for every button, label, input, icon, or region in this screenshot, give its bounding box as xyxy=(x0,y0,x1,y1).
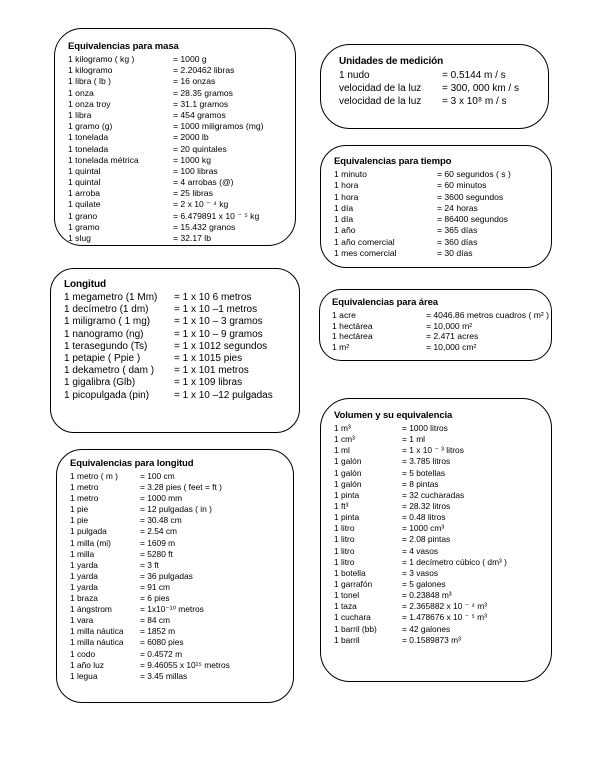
unit-value: = 6080 pies xyxy=(140,637,184,648)
unit-value: = 0.1589873 m³ xyxy=(402,634,461,645)
equivalence-row xyxy=(339,83,548,96)
unit-label: 1 galón xyxy=(334,467,362,478)
unit-label: 1 dekametro ( dam ) xyxy=(64,365,155,377)
unit-label: 1 quilate xyxy=(68,199,101,210)
unit-value: = 5280 ft xyxy=(140,548,173,559)
equivalence-row xyxy=(64,365,299,377)
equivalence-row xyxy=(332,310,551,321)
tiempo-title: Equivalencias para tiempo xyxy=(334,156,452,167)
unit-value: = 2.471 acres xyxy=(426,331,479,342)
unit-label: 1 miligramo ( 1 mg) xyxy=(64,316,151,328)
equivalence-row xyxy=(334,590,551,601)
unit-value: = 36 pulgadas xyxy=(140,570,193,581)
unit-value: = 4 arrobas (@) xyxy=(173,177,234,188)
equivalence-row xyxy=(70,649,293,660)
unit-label: 1 año xyxy=(334,225,356,236)
unit-label: 1 hora xyxy=(334,191,359,202)
equivalence-row xyxy=(332,342,551,353)
unit-value: = 91 cm xyxy=(140,581,171,592)
unit-label: 1 milla náutica xyxy=(70,637,124,648)
unit-value: = 3 vasos xyxy=(402,567,439,578)
unit-label: 1 quintal xyxy=(68,165,101,176)
unit-value: = 2 x 10 ⁻ ⁴ kg xyxy=(173,199,229,210)
unit-label: 1 acre xyxy=(332,310,356,320)
unit-value: = 2.20462 libras xyxy=(173,65,235,76)
unit-value: = 1609 m xyxy=(140,537,176,548)
equivalence-row xyxy=(68,99,295,110)
unit-value: = 28.35 gramos xyxy=(173,87,233,98)
unit-value: = 9.46055 x 10¹⁵ metros xyxy=(140,659,230,670)
unit-label: 1 kilogramo xyxy=(68,65,113,76)
equivalence-row xyxy=(68,132,295,143)
unit-label: 1 nanogramo (ng) xyxy=(64,328,144,340)
equivalence-row xyxy=(70,538,293,549)
equivalence-row xyxy=(64,341,299,353)
unit-label: 1 vara xyxy=(70,615,94,626)
unit-value: = 10,000 cm² xyxy=(426,341,477,352)
unit-label: 1 gramo xyxy=(68,221,100,232)
equivalence-row xyxy=(334,557,551,568)
masa-title: Equivalencias para masa xyxy=(68,41,179,52)
unit-value: = 31.1 gramos xyxy=(173,98,229,109)
unit-label: 1 legua xyxy=(70,670,98,681)
unit-value: = 360 días xyxy=(437,236,478,247)
unit-value: = 1 x 10 –12 pulgadas xyxy=(174,389,273,401)
area-rows xyxy=(332,310,551,352)
equivalence-row xyxy=(334,579,551,590)
unit-label: 1 megametro (1 Mm) xyxy=(64,292,158,303)
unit-label: 1 mes comercial xyxy=(334,248,397,259)
equivalence-row xyxy=(334,456,551,467)
longitud-equivalences-box xyxy=(56,449,294,703)
equivalence-row xyxy=(334,180,551,191)
unit-value: = 1 x 1012 segundos xyxy=(174,340,268,352)
unit-label: 1 decímetro (1 dm) xyxy=(64,304,149,316)
unit-value: = 100 libras xyxy=(173,165,218,176)
unit-label: 1 metro xyxy=(70,482,99,493)
unit-label: 1 día xyxy=(334,214,354,225)
equivalence-row xyxy=(334,534,551,545)
unit-label: 1 codo xyxy=(70,648,96,659)
unit-label: 1 hectárea xyxy=(332,331,373,342)
unit-value: = 5 botellas xyxy=(402,467,446,478)
unit-label: 1 kilogramo ( kg ) xyxy=(68,54,135,64)
unit-label: 1 ft³ xyxy=(334,500,349,511)
unit-label: 1 libra xyxy=(68,109,92,120)
equivalence-row xyxy=(334,214,551,225)
equivalence-row xyxy=(70,593,293,604)
unit-value: = 1000 kg xyxy=(173,154,211,165)
equivalence-row xyxy=(68,222,295,233)
unit-value: = 10,000 m² xyxy=(426,320,473,331)
equivalence-row xyxy=(70,637,293,648)
unit-label: 1 galón xyxy=(334,478,362,489)
unit-value: = 365 días xyxy=(437,225,478,236)
longitud-eq-title: Equivalencias para longitud xyxy=(70,458,194,469)
unit-label: 1 pie xyxy=(70,515,89,526)
equivalence-row xyxy=(70,526,293,537)
unit-value: = 1 x 101 metros xyxy=(174,365,249,377)
longitud-prefixes-box xyxy=(50,268,300,433)
masa-equivalences-box xyxy=(54,28,296,246)
unit-label: 1 milla xyxy=(70,548,95,559)
equivalence-row xyxy=(334,434,551,445)
volumen-title: Volumen y su equivalencia xyxy=(334,410,453,421)
unit-value: = 16 onzas xyxy=(173,76,216,87)
equivalence-row xyxy=(68,65,295,76)
unit-value: = 1 x 10 – 9 gramos xyxy=(174,328,263,340)
equivalence-row xyxy=(334,546,551,557)
unit-value: = 1000 litros xyxy=(402,423,448,433)
unit-value: = 28.32 litros xyxy=(402,500,451,511)
unit-label: 1 yarda xyxy=(70,559,98,570)
unit-label: 1 día xyxy=(334,202,354,213)
unit-label: 1 cm³ xyxy=(334,434,355,445)
equivalence-row xyxy=(334,479,551,490)
equivalence-row xyxy=(64,292,299,304)
equivalence-row xyxy=(68,155,295,166)
equivalence-row xyxy=(70,493,293,504)
equivalence-row xyxy=(64,390,299,402)
unit-value: = 30.48 cm xyxy=(140,515,182,526)
unit-label: 1 año luz xyxy=(70,659,104,670)
unidades-title: Unidades de medición xyxy=(339,56,444,67)
equivalence-row xyxy=(70,660,293,671)
unit-value: = 1 decímetro cúbico ( dm³ ) xyxy=(402,556,507,567)
unit-value: = 0.4572 m xyxy=(140,648,183,659)
unit-value: = 454 gramos xyxy=(173,109,226,120)
unit-label: 1 gramo (g) xyxy=(68,121,113,132)
equivalence-row xyxy=(64,304,299,316)
unit-value: = 4046.86 metros cuadros ( m² ) xyxy=(426,310,549,320)
unit-value: = 8 pintas xyxy=(402,478,439,489)
unit-label: 1 slug xyxy=(68,233,91,243)
unit-label: 1 quintal xyxy=(68,177,101,188)
equivalence-row xyxy=(334,490,551,501)
equivalence-row xyxy=(68,110,295,121)
unit-value: = 32.17 lb xyxy=(173,233,211,243)
unit-label: 1 yarda xyxy=(70,581,98,592)
unit-label: 1 litro xyxy=(334,556,355,567)
equivalence-row xyxy=(64,353,299,365)
equivalence-row xyxy=(68,188,295,199)
equivalence-row xyxy=(70,571,293,582)
equivalence-row xyxy=(68,211,295,222)
unit-value: = 300, 000 km / s xyxy=(442,83,519,94)
unit-label: 1 garrafón xyxy=(334,578,373,589)
unit-value: = 3.28 pies ( feet = ft ) xyxy=(140,482,222,493)
unit-value: = 6 pies xyxy=(140,593,170,604)
unit-value: = 15.432 granos xyxy=(173,221,236,232)
equivalence-row xyxy=(334,635,551,646)
equivalence-row xyxy=(70,549,293,560)
unit-value: = 2000 lb xyxy=(173,132,209,143)
equivalence-row xyxy=(70,626,293,637)
unit-label: 1 taza xyxy=(334,601,357,612)
equivalence-row xyxy=(334,248,551,259)
equivalence-row xyxy=(334,423,551,434)
unit-value: = 3.785 litros xyxy=(402,456,451,467)
equivalence-row xyxy=(334,225,551,236)
longitud-title: Longitud xyxy=(64,279,106,290)
unit-label: 1 m² xyxy=(332,341,350,352)
equivalence-row xyxy=(68,121,295,132)
unit-value: = 1000 miligramos (mg) xyxy=(173,121,264,132)
unit-label: 1 grano xyxy=(68,210,98,221)
unit-value: = 1000 g xyxy=(173,54,207,64)
unit-value: = 3600 segundos xyxy=(437,191,504,202)
unit-value: = 60 segundos ( s ) xyxy=(437,169,511,179)
unit-label: 1 m³ xyxy=(334,423,351,433)
unit-value: = 24 horas xyxy=(437,202,478,213)
equivalence-row xyxy=(334,468,551,479)
equivalence-row xyxy=(64,329,299,341)
unit-value: = 32 cucharadas xyxy=(402,489,465,500)
unit-value: = 1 x 109 libras xyxy=(174,377,243,389)
equivalence-row xyxy=(334,523,551,534)
unit-value: = 12 pulgadas ( in ) xyxy=(140,504,212,515)
longitud-rows xyxy=(64,292,299,402)
unit-label: 1 milla (mi) xyxy=(70,537,111,548)
equivalence-row xyxy=(68,144,295,155)
equivalence-row xyxy=(68,166,295,177)
area-equivalences-box xyxy=(319,289,552,361)
equivalence-row xyxy=(70,482,293,493)
equivalence-row xyxy=(339,70,548,83)
unit-label: 1 milla náutica xyxy=(70,626,124,637)
equivalence-row xyxy=(70,671,293,682)
unidades-rows xyxy=(339,70,548,109)
equivalence-row xyxy=(70,615,293,626)
unit-label: 1 barril xyxy=(334,634,360,645)
unit-value: = 1000 mm xyxy=(140,493,183,504)
volumen-rows xyxy=(334,423,551,646)
unit-label: 1 litro xyxy=(334,534,355,545)
unit-label: 1 gigalibra (Glb) xyxy=(64,377,136,389)
equivalence-row xyxy=(70,471,293,482)
unit-label: 1 pulgada xyxy=(70,526,107,537)
unit-label: 1 litro xyxy=(334,545,355,556)
unit-label: velocidad de la luz xyxy=(339,96,422,107)
equivalence-row xyxy=(334,169,551,180)
unit-value: = 0.5144 m / s xyxy=(442,70,506,81)
unit-value: = 5 galones xyxy=(402,578,446,589)
unit-value: = 100 cm xyxy=(140,471,175,481)
unit-label: 1 tonelada xyxy=(68,143,109,154)
unit-value: = 1 x 10 –1 metros xyxy=(174,304,258,316)
equivalence-row xyxy=(334,445,551,456)
unit-value: = 42 galones xyxy=(402,623,451,634)
equivalence-row xyxy=(332,331,551,342)
unit-label: 1 barril (bb) xyxy=(334,623,377,634)
unit-value: = 25 libras xyxy=(173,188,213,199)
equivalence-row xyxy=(332,321,551,332)
masa-rows xyxy=(68,54,295,244)
unit-label: 1 botella xyxy=(334,567,366,578)
equivalence-row xyxy=(334,612,551,623)
unit-label: 1 libra ( lb ) xyxy=(68,76,111,87)
equivalence-row xyxy=(68,76,295,87)
unit-value: = 3 x 10⁸ m / s xyxy=(442,96,507,107)
unit-label: 1 nudo xyxy=(339,70,370,81)
unit-label: 1 metro ( m ) xyxy=(70,471,118,481)
unit-label: 1 petapie ( Ppie ) xyxy=(64,352,141,364)
unit-value: = 3.45 millas xyxy=(140,670,188,681)
unit-value: = 30 días xyxy=(437,248,473,259)
unit-value: = 1852 m xyxy=(140,626,176,637)
unit-label: 1 galón xyxy=(334,456,362,467)
unit-label: 1 pinta xyxy=(334,489,360,500)
unit-value: = 1000 cm³ xyxy=(402,523,445,534)
unit-label: 1 hora xyxy=(334,180,359,191)
equivalence-row xyxy=(64,377,299,389)
unit-value: = 2.08 pintas xyxy=(402,534,451,545)
equivalence-row xyxy=(334,237,551,248)
tiempo-rows xyxy=(334,169,551,259)
unit-value: = 2.365882 x 10 ⁻ ⁴ m³ xyxy=(402,601,488,612)
unit-label: 1 onza xyxy=(68,87,94,98)
unit-label: 1 arroba xyxy=(68,188,101,199)
unit-label: 1 hectárea xyxy=(332,320,373,331)
equivalence-row xyxy=(70,515,293,526)
area-title: Equivalencias para área xyxy=(332,297,438,308)
unit-label: velocidad de la luz xyxy=(339,83,422,94)
equivalence-row xyxy=(70,560,293,571)
unit-label: 1 minuto xyxy=(334,169,367,179)
unit-value: = 84 cm xyxy=(140,615,171,626)
equivalence-row xyxy=(68,199,295,210)
equivalence-row xyxy=(334,501,551,512)
unit-value: = 4 vasos xyxy=(402,545,439,556)
unit-label: 1 pie xyxy=(70,504,89,515)
equivalence-row xyxy=(334,624,551,635)
unit-value: = 0.48 litros xyxy=(402,512,446,523)
unit-label: 1 cuchara xyxy=(334,612,371,623)
unit-value: = 86400 segundos xyxy=(437,214,508,225)
unit-label: 1 tonelada xyxy=(68,132,109,143)
unit-value: = 1x10⁻¹⁰ metros xyxy=(140,604,204,615)
equivalence-row xyxy=(68,54,295,65)
unit-value: = 1 x 10 – 3 gramos xyxy=(174,316,263,328)
equivalence-row xyxy=(70,504,293,515)
volumen-equivalences-box xyxy=(320,398,552,682)
unit-label: 1 picopulgada (pin) xyxy=(64,389,150,401)
unit-label: 1 litro xyxy=(334,523,355,534)
unit-label: 1 onza troy xyxy=(68,98,111,109)
equivalence-row xyxy=(68,177,295,188)
unit-value: = 6.479891 x 10 ⁻ ⁵ kg xyxy=(173,210,260,221)
unit-label: 1 terasegundo (Ts) xyxy=(64,340,148,352)
equivalence-row xyxy=(334,192,551,203)
unit-value: = 1.478676 x 10 ⁻ ⁵ m³ xyxy=(402,612,487,623)
equivalence-row xyxy=(334,601,551,612)
equivalence-row xyxy=(70,604,293,615)
unit-value: = 1 x 1015 pies xyxy=(174,352,243,364)
unit-label: 1 ml xyxy=(334,445,350,456)
unit-label: 1 pinta xyxy=(334,512,360,523)
longitud-eq-rows xyxy=(70,471,293,682)
unit-value: = 3 ft xyxy=(140,559,159,570)
unit-value: = 20 quintales xyxy=(173,143,227,154)
unit-value: = 60 minutos xyxy=(437,180,487,191)
unit-label: 1 metro xyxy=(70,493,99,504)
equivalence-row xyxy=(64,316,299,328)
equivalence-row xyxy=(334,512,551,523)
unit-value: = 2.54 cm xyxy=(140,526,178,537)
equivalence-row xyxy=(70,582,293,593)
unit-label: 1 tonelada métrica xyxy=(68,154,139,165)
tiempo-equivalences-box xyxy=(320,145,552,268)
unit-label: 1 yarda xyxy=(70,570,98,581)
equivalence-row xyxy=(339,96,548,109)
unit-label: 1 año comercial xyxy=(334,236,395,247)
unit-label: 1 tonel xyxy=(334,590,360,601)
unit-value: = 1 ml xyxy=(402,434,426,445)
equivalence-row xyxy=(334,203,551,214)
unit-value: = 1 x 10 6 metros xyxy=(174,292,252,303)
unit-value: = 1 x 10 ⁻ ³ litros xyxy=(402,445,464,456)
equivalence-row xyxy=(68,233,295,244)
unit-value: = 0.23848 m³ xyxy=(402,590,452,601)
unit-label: 1 braza xyxy=(70,593,98,604)
unidades-medicion-box xyxy=(320,44,549,129)
equivalence-row xyxy=(68,88,295,99)
equivalence-row xyxy=(334,568,551,579)
unit-label: 1 ángstrom xyxy=(70,604,112,615)
